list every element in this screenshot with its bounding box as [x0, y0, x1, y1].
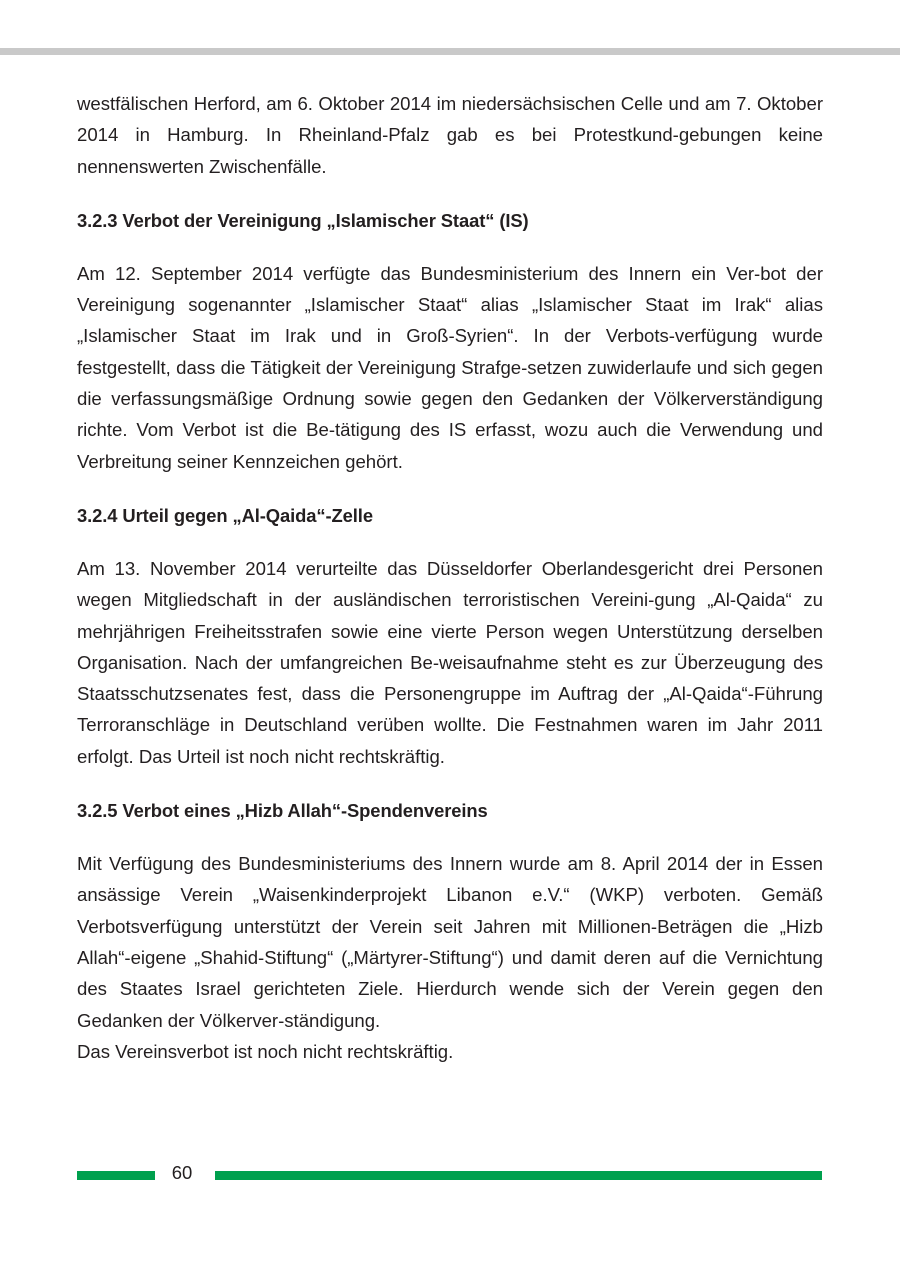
section-heading-3-2-5: 3.2.5 Verbot eines „Hizb Allah“-Spendenvereins	[77, 800, 488, 822]
section-heading-3-2-3: 3.2.3 Verbot der Vereinigung „Islamischer Staat“ (IS)	[77, 209, 529, 231]
footer-rule-left	[77, 1171, 155, 1180]
section-3-2-5-paragraph-2: Das Vereinsverbot ist noch nicht rechtskräftig.	[77, 1040, 454, 1062]
page-top-rule	[0, 48, 900, 55]
page-content	[77, 88, 823, 1092]
footer-rule-right	[215, 1171, 822, 1180]
section-3-2-4-paragraph-1: Am 13. November 2014 verurteilte das Düsseldorfer Oberlandesgericht drei Personen wegen Mitgliedschaft in der ausländischen terroristischen Vereini-gung „Al-Qaida“ zu mehrjährigen Freiheitsstrafen sowie eine vierte Person wegen Unterstützung derselben Organisation. Nach der umfangreichen Be-weisaufnahme steht es zur Überzeugung des Staatsschutzsenates fest, dass die Personengruppe im Auftrag der „Al-Qaida“-Führung Terroranschläge in Deutschland verüben wollte. Die Festnahmen waren im Jahr 2011 erfolgt. Das Urteil ist noch nicht rechtskräftig.	[77, 557, 823, 767]
page-number: 60	[171, 1162, 193, 1183]
section-3-2-3-paragraph-1: Am 12. September 2014 verfügte das Bundesministerium des Innern ein Ver-bot der Vereinigung sogenannter „Islamischer Staat“ alias „Islamischer Staat im Irak“ alias „Islamischer Staat im Irak und in Groß-Syrien“. In der Verbots-verfügung wurde festgestellt, dass die Tätigkeit der Vereinigung Strafge-setzen zuwiderlaufe und sich gegen die verfassungsmäßige Ordnung sowie gegen den Gedanken der Völkerverständigung richte. Vom Verbot ist die Be-tätigung des IS erfasst, wozu auch die Verwendung und Verbreitung seiner Kennzeichen gehört.	[77, 262, 823, 472]
section-heading-3-2-4: 3.2.4 Urteil gegen „Al-Qaida“-Zelle	[77, 504, 373, 526]
page-footer	[0, 1164, 900, 1188]
section-3-2-5-paragraph-1: Mit Verfügung des Bundesministeriums des Innern wurde am 8. April 2014 der in Essen ansässige Verein „Waisenkinderprojekt Libanon e.V.“ (WKP) verboten. Gemäß Verbotsverfügung unterstützt der Verein seit Jahren mit Millionen-Beträgen die „Hizb Allah“-eigene „Shahid-Stiftung“ („Märtyrer-Stiftung“) und damit deren auf die Vernichtung des Staates Israel gerichteten Ziele. Hierdurch wende sich der Verein gegen den Gedanken der Völkerver-ständigung.	[77, 853, 823, 1031]
continued-paragraph: westfälischen Herford, am 6. Oktober 2014 im niedersächsischen Celle und am 7. Oktober 2014 in Hamburg. In Rheinland-Pfalz gab es bei Protestkund-gebungen keine nennenswerten Zwischenfälle.	[77, 93, 823, 177]
